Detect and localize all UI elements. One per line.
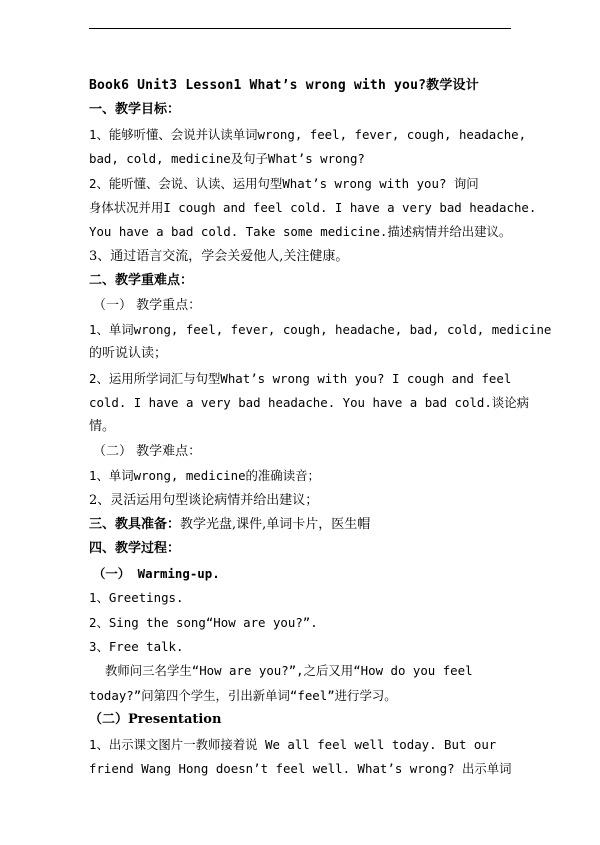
- paragraph-line: 1、单词wrong, medicine的准确读音；: [89, 468, 320, 484]
- section-heading-key-points: 二、教学重难点：: [89, 273, 194, 289]
- paragraph-line: 2、运用所学词汇与句型What’s wrong with you? I cough and feel: [89, 370, 512, 386]
- section-heading-process: 四、教学过程：: [89, 541, 181, 557]
- subsection-heading: （二） 教学难点：: [93, 443, 202, 459]
- paragraph-line: 教师问三名学生“How are you?”,之后又用“How do you feel: [105, 663, 473, 679]
- paragraph-line: 3、Free talk.: [89, 638, 184, 654]
- subsection-heading: （二）Presentation: [89, 712, 222, 728]
- paragraph-line: 2、Sing the song“How are you?”.: [89, 614, 318, 630]
- paragraph-line: 1、单词wrong, feel, fever, cough, headache, bad, cold, medicine: [89, 321, 552, 337]
- paragraph-line: 情。: [89, 419, 116, 435]
- paragraph-line: friend Wang Hong doesn’t feel well. What’s wrong? 出示单词: [89, 760, 512, 776]
- document-title: Book6 Unit3 Lesson1 What’s wrong with you?教学设计: [89, 78, 479, 93]
- paragraph-line: bad, cold, medicine及句子What’s wrong?: [89, 151, 365, 167]
- subsection-heading: （一） 教学重点：: [93, 297, 202, 313]
- paragraph-line: 2、能听懂、会说、认读、运用句型What’s wrong with you? 询问: [89, 175, 479, 191]
- paragraph-line: 2、灵活运用句型谈论病情并给出建议；: [89, 492, 319, 508]
- subsection-heading: （一） Warming-up.: [93, 565, 220, 581]
- paragraph-line: cold. I have a very bad headache. You have a bad cold.谈论病: [89, 395, 530, 411]
- section-heading-objectives: 一、教学目标：: [89, 102, 181, 118]
- paragraph-line: 1、出示课文图片一教师接着说 We all feel well today. But our: [89, 736, 497, 752]
- paragraph-line: 3、通过语言交流，学会关爱他人,关注健康。: [89, 248, 349, 264]
- document-body: [89, 74, 552, 781]
- paragraph-line: 1、能够听懂、会说并认读单词wrong, feel, fever, cough, headache,: [89, 126, 527, 142]
- paragraph-line: You have a bad cold. Take some medicine.描述病情并给出建议。: [89, 224, 512, 240]
- section-materials: [89, 513, 513, 537]
- paragraph-line: 1、Greetings.: [89, 590, 184, 606]
- paragraph-line: 的听说认读；: [89, 346, 168, 362]
- paragraph-line: 身体状况并用I cough and feel cold. I have a very bad headache.: [89, 199, 537, 215]
- materials-text: 教学光盘,课件,单词卡片，医生帽: [180, 517, 371, 533]
- section-heading-materials: 三、教具准备：: [89, 517, 181, 533]
- paragraph-line: today?”问第四个学生，引出新单词“feel”进行学习。: [89, 687, 397, 703]
- header-rule: [89, 28, 511, 29]
